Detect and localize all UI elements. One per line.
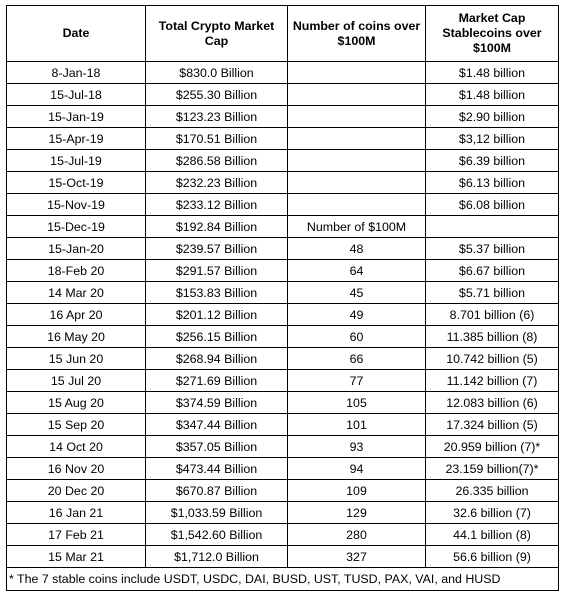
table-row <box>7 238 559 260</box>
cell-date: 16 Apr 20 <box>7 304 146 326</box>
cell-stablecoin-market-cap: $6.39 billion <box>426 150 559 172</box>
cell-stablecoin-market-cap: 44.1 billion (8) <box>426 524 559 546</box>
cell-stablecoin-market-cap: $5.37 billion <box>426 238 559 260</box>
cell-date: 15 Jun 20 <box>7 348 146 370</box>
cell-date: 16 Jan 21 <box>7 502 146 524</box>
table-row <box>7 524 559 546</box>
cell-stablecoin-market-cap: 11.385 billion (8) <box>426 326 559 348</box>
crypto-market-table-container <box>6 5 559 591</box>
cell-stablecoin-market-cap: $1.48 billion <box>426 84 559 106</box>
cell-date: 15-Jul-18 <box>7 84 146 106</box>
cell-total-market-cap: $170.51 Billion <box>146 128 288 150</box>
header-coins-over-100m: Number of coins over $100M <box>288 6 426 62</box>
cell-coins-over-100m: 280 <box>288 524 426 546</box>
cell-date: 16 May 20 <box>7 326 146 348</box>
cell-total-market-cap: $268.94 Billion <box>146 348 288 370</box>
cell-date: 14 Mar 20 <box>7 282 146 304</box>
cell-stablecoin-market-cap: 11.142 billion (7) <box>426 370 559 392</box>
cell-date: 15-Oct-19 <box>7 172 146 194</box>
cell-total-market-cap: $123.23 Billion <box>146 106 288 128</box>
table-row <box>7 370 559 392</box>
header-row <box>7 6 559 62</box>
cell-stablecoin-market-cap: 23.159 billion(7)* <box>426 458 559 480</box>
table-row <box>7 62 559 84</box>
cell-stablecoin-market-cap: $6.08 billion <box>426 194 559 216</box>
cell-coins-over-100m: 109 <box>288 480 426 502</box>
header-date: Date <box>7 6 146 62</box>
cell-stablecoin-market-cap: 32.6 billion (7) <box>426 502 559 524</box>
cell-date: 18-Feb 20 <box>7 260 146 282</box>
header-total-market-cap: Total Crypto Market Cap <box>146 6 288 62</box>
cell-stablecoin-market-cap: 17.324 billion (5) <box>426 414 559 436</box>
footnote: * The 7 stable coins include USDT, USDC, DAI, BUSD, UST, TUSD, PAX, VAI, and HUSD <box>7 568 559 591</box>
table-body <box>7 62 559 568</box>
table-row <box>7 150 559 172</box>
cell-date: 15-Jan-20 <box>7 238 146 260</box>
cell-stablecoin-market-cap: 8.701 billion (6) <box>426 304 559 326</box>
cell-stablecoin-market-cap: 12.083 billion (6) <box>426 392 559 414</box>
cell-coins-over-100m: 101 <box>288 414 426 436</box>
cell-total-market-cap: $670.87 Billion <box>146 480 288 502</box>
cell-stablecoin-market-cap: 56.6 billion (9) <box>426 546 559 568</box>
table-row <box>7 348 559 370</box>
cell-coins-over-100m: Number of $100M <box>288 216 426 238</box>
cell-date: 15-Jul-19 <box>7 150 146 172</box>
cell-coins-over-100m <box>288 128 426 150</box>
cell-coins-over-100m: 49 <box>288 304 426 326</box>
cell-date: 17 Feb 21 <box>7 524 146 546</box>
table-row <box>7 414 559 436</box>
cell-total-market-cap: $1,033.59 Billion <box>146 502 288 524</box>
table-row <box>7 84 559 106</box>
cell-total-market-cap: $1,542.60 Billion <box>146 524 288 546</box>
cell-total-market-cap: $357.05 Billion <box>146 436 288 458</box>
cell-coins-over-100m: 45 <box>288 282 426 304</box>
cell-coins-over-100m <box>288 84 426 106</box>
cell-coins-over-100m: 94 <box>288 458 426 480</box>
cell-total-market-cap: $255.30 Billion <box>146 84 288 106</box>
table-row <box>7 392 559 414</box>
cell-total-market-cap: $291.57 Billion <box>146 260 288 282</box>
cell-date: 15-Nov-19 <box>7 194 146 216</box>
cell-total-market-cap: $233.12 Billion <box>146 194 288 216</box>
cell-coins-over-100m <box>288 150 426 172</box>
cell-total-market-cap: $347.44 Billion <box>146 414 288 436</box>
cell-total-market-cap: $256.15 Billion <box>146 326 288 348</box>
cell-coins-over-100m: 93 <box>288 436 426 458</box>
table-row <box>7 458 559 480</box>
cell-total-market-cap: $201.12 Billion <box>146 304 288 326</box>
cell-coins-over-100m <box>288 194 426 216</box>
cell-date: 15 Sep 20 <box>7 414 146 436</box>
footnote-row <box>7 568 559 591</box>
cell-coins-over-100m: 60 <box>288 326 426 348</box>
cell-total-market-cap: $192.84 Billion <box>146 216 288 238</box>
cell-coins-over-100m: 64 <box>288 260 426 282</box>
cell-total-market-cap: $1,712.0 Billion <box>146 546 288 568</box>
table-row <box>7 128 559 150</box>
cell-total-market-cap: $239.57 Billion <box>146 238 288 260</box>
cell-stablecoin-market-cap: $6.13 billion <box>426 172 559 194</box>
cell-stablecoin-market-cap: $5.71 billion <box>426 282 559 304</box>
cell-date: 14 Oct 20 <box>7 436 146 458</box>
cell-coins-over-100m <box>288 106 426 128</box>
cell-date: 16 Nov 20 <box>7 458 146 480</box>
cell-coins-over-100m: 105 <box>288 392 426 414</box>
table-footer <box>7 568 559 591</box>
cell-stablecoin-market-cap: $1.48 billion <box>426 62 559 84</box>
table-row <box>7 216 559 238</box>
cell-total-market-cap: $830.0 Billion <box>146 62 288 84</box>
table-row <box>7 194 559 216</box>
cell-stablecoin-market-cap: 20.959 billion (7)* <box>426 436 559 458</box>
cell-date: 15-Apr-19 <box>7 128 146 150</box>
table-row <box>7 436 559 458</box>
cell-coins-over-100m <box>288 62 426 84</box>
cell-date: 15 Aug 20 <box>7 392 146 414</box>
cell-stablecoin-market-cap <box>426 216 559 238</box>
cell-stablecoin-market-cap: 10.742 billion (5) <box>426 348 559 370</box>
table-row <box>7 172 559 194</box>
cell-total-market-cap: $232.23 Billion <box>146 172 288 194</box>
crypto-market-table <box>6 5 559 591</box>
cell-stablecoin-market-cap: 26.335 billion <box>426 480 559 502</box>
cell-coins-over-100m: 129 <box>288 502 426 524</box>
cell-coins-over-100m: 66 <box>288 348 426 370</box>
cell-total-market-cap: $153.83 Billion <box>146 282 288 304</box>
table-header <box>7 6 559 62</box>
cell-date: 8-Jan-18 <box>7 62 146 84</box>
table-row <box>7 282 559 304</box>
cell-total-market-cap: $473.44 Billion <box>146 458 288 480</box>
cell-stablecoin-market-cap: $3,12 billion <box>426 128 559 150</box>
table-row <box>7 502 559 524</box>
cell-total-market-cap: $286.58 Billion <box>146 150 288 172</box>
table-row <box>7 546 559 568</box>
cell-total-market-cap: $271.69 Billion <box>146 370 288 392</box>
table-row <box>7 304 559 326</box>
cell-date: 15 Jul 20 <box>7 370 146 392</box>
cell-total-market-cap: $374.59 Billion <box>146 392 288 414</box>
cell-coins-over-100m: 77 <box>288 370 426 392</box>
cell-coins-over-100m <box>288 172 426 194</box>
table-row <box>7 480 559 502</box>
cell-date: 15-Dec-19 <box>7 216 146 238</box>
cell-date: 20 Dec 20 <box>7 480 146 502</box>
table-row <box>7 260 559 282</box>
cell-date: 15 Mar 21 <box>7 546 146 568</box>
table-row <box>7 326 559 348</box>
table-row <box>7 106 559 128</box>
cell-coins-over-100m: 327 <box>288 546 426 568</box>
cell-date: 15-Jan-19 <box>7 106 146 128</box>
header-stablecoin-market-cap: Market Cap Stablecoins over $100M <box>426 6 559 62</box>
cell-coins-over-100m: 48 <box>288 238 426 260</box>
cell-stablecoin-market-cap: $2.90 billion <box>426 106 559 128</box>
cell-stablecoin-market-cap: $6.67 billion <box>426 260 559 282</box>
